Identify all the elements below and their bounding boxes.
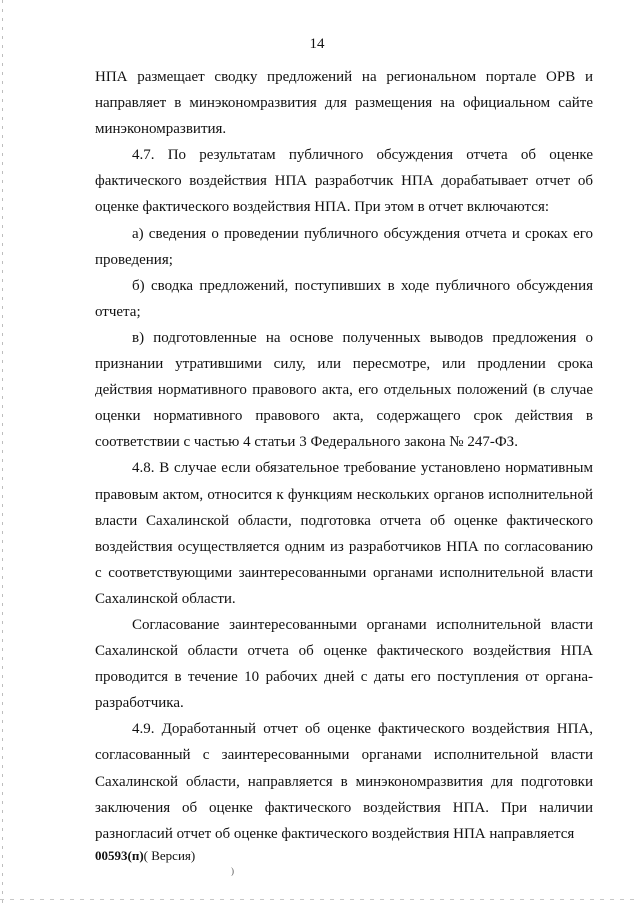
scan-edge-left: [2, 0, 3, 905]
list-item-v: в) подготовленные на основе полученных выводов предложения о признании утратившими силу, или пересмотре, или продлении срока действия нормативного правового акта, его отдельных положений (в случае оценки нормативного правового акта, содержащего срок действия в соответствии с частью 4 статьи 3 Федерального закона № 247-ФЗ.: [95, 329, 593, 451]
paragraph-4-8: 4.8. В случае если обязательное требование установлено нормативным правовым актом, относится к функциям нескольких органов исполнительной власти Сахалинской области, подготовка отчета об оценке фактического воздействия осуществляется одним из разработчиков НПА по согласованию с соответствующими заинтересованными органами исполнительной власти Сахалинской области.: [95, 460, 593, 607]
paragraph-4-7: 4.7. По результатам публичного обсуждения отчета об оценке фактического воздействия НПА разработчик НПА дорабатывает отчет об оценке фактического воздействия НПА. При этом в отчет включаются:: [95, 147, 593, 216]
list-item-b: б) сводка предложений, поступивших в ходе публичного обсуждения отчета;: [95, 277, 593, 320]
paragraph-approval: Согласование заинтересованными органами исполнительной власти Сахалинской области отчета об оценке фактического воздействия НПА проводится в течение 10 рабочих дней с даты его поступления от органа-разработчика.: [95, 616, 593, 712]
page-number: 14: [309, 36, 325, 52]
document-code-number: 00593(п): [95, 848, 144, 863]
paragraph-continuation: НПА размещает сводку предложений на региональном портале ОРВ и направляет в минэкономразвития для размещения на официальном сайте минэкономразвития.: [95, 69, 593, 138]
scan-mark: ): [231, 866, 234, 876]
document-version: ( Версия): [143, 848, 196, 863]
paragraph-4-9: 4.9. Доработанный отчет об оценке фактического воздействия НПА, согласованный с заинтересованными органами исполнительной власти Сахалинской области, направляется в минэкономразвития для подготовки заключения об оценке фактического воздействия НПА. При наличии разногласий отчет об оценке фактического воздействия НПА направляется: [95, 721, 593, 842]
document-code: [95, 848, 195, 864]
list-item-a: а) сведения о проведении публичного обсуждения отчета и сроках его проведения;: [95, 225, 593, 268]
document-body: [95, 64, 593, 847]
scan-edge-bottom: [0, 899, 634, 900]
